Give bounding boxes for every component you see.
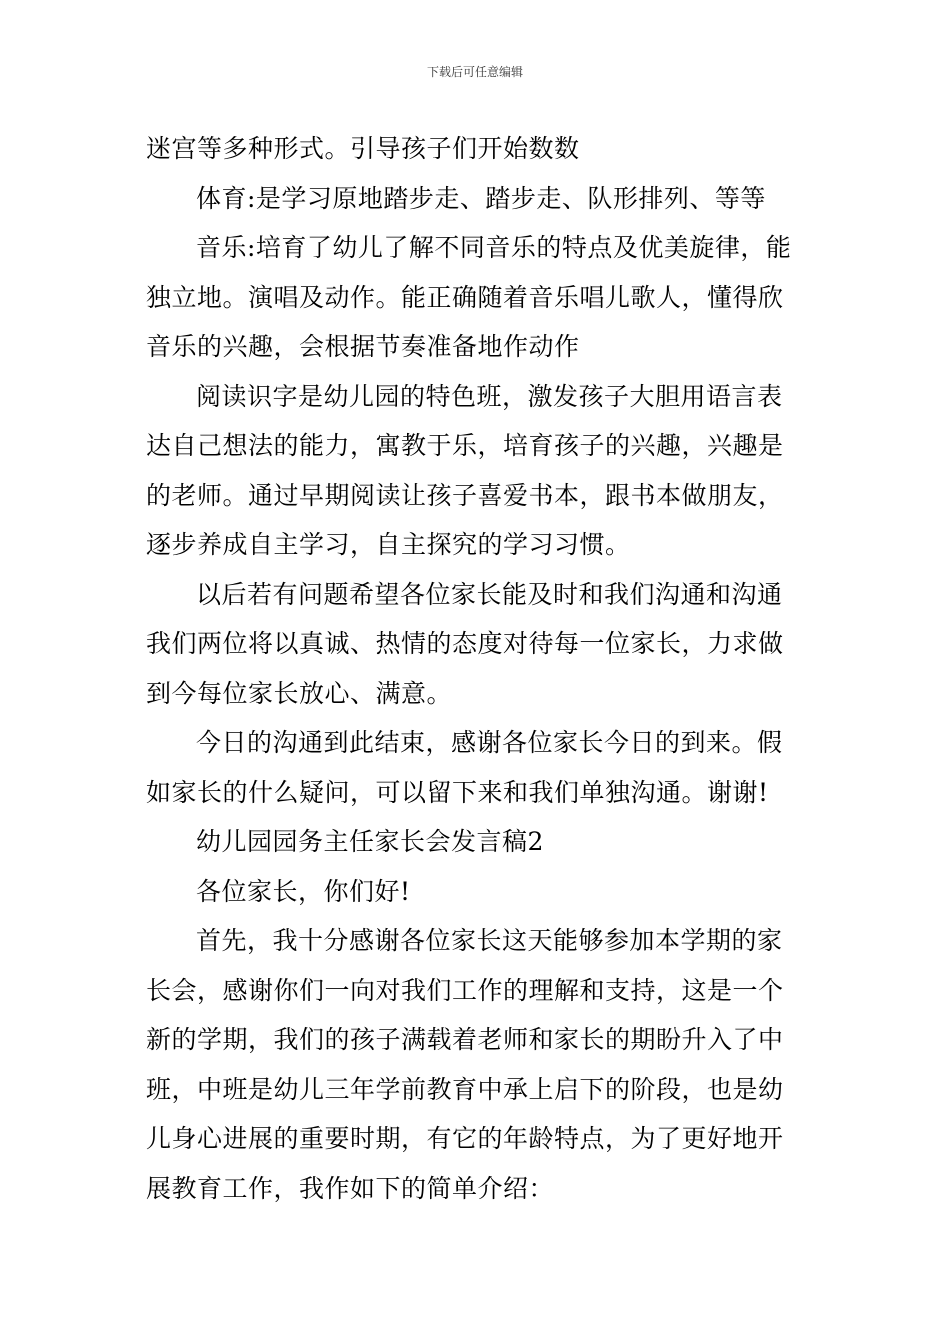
text-line: 以后若有问题希望各位家长能及时和我们沟通和沟通 xyxy=(196,579,783,609)
text-line: 阅读识字是幼儿园的特色班，激发孩子大胆用语言表 xyxy=(196,381,783,411)
page-header-note: 下载后可任意编辑 xyxy=(426,65,523,79)
text-line: 长会，感谢你们一向对我们工作的理解和支持，这是一个 xyxy=(146,975,784,1005)
text-line: 音乐的兴趣，会根据节奏准备地作动作 xyxy=(146,332,580,361)
greeting-line: 各位家长，你们好! xyxy=(196,876,411,906)
text-line: 班，中班是幼儿三年学前教育中承上启下的阶段，也是幼 xyxy=(146,1074,784,1104)
text-line: 逐步养成自主学习，自主探究的学习习惯。 xyxy=(146,530,631,559)
text-line: 独立地。演唱及动作。能正确随着音乐唱儿歌人，懂得欣 xyxy=(146,282,784,312)
text-line: 达自己想法的能力，寓教于乐，培育孩子的兴趣，兴趣是 xyxy=(146,431,784,460)
text-line: 的老师。通过早期阅读让孩子喜爱书本，跟书本做朋友， xyxy=(146,480,784,510)
text-line: 儿身心进展的重要时期，有它的年龄特点，为了更好地开 xyxy=(146,1124,784,1153)
text-line: 音乐:培育了幼儿了解不同音乐的特点及优美旋律，能 xyxy=(196,233,792,262)
text-line: 首先，我十分感谢各位家长这天能够参加本学期的家 xyxy=(196,926,783,955)
text-line: 如家长的什么疑问，可以留下来和我们单独沟通。谢谢! xyxy=(146,777,769,807)
text-line: 到今每位家长放心、满意。 xyxy=(146,678,453,708)
document-body xyxy=(146,124,810,1213)
text-line: 迷宫等多种形式。引导孩子们开始数数 xyxy=(146,134,580,163)
text-line: 展教育工作，我作如下的简单介绍： xyxy=(146,1173,555,1203)
text-line: 今日的沟通到此结束，感谢各位家长今日的到来。假 xyxy=(196,728,783,757)
text-line: 新的学期，我们的孩子满载着老师和家长的期盼升入了中 xyxy=(146,1025,784,1054)
text-line: 我们两位将以真诚、热情的态度对待每一位家长，力求做 xyxy=(146,629,784,658)
section-title: 幼儿园园务主任家长会发言稿2 xyxy=(196,827,544,856)
text-line: 体育:是学习原地踏步走、踏步走、队形排列、等等 xyxy=(196,183,766,213)
